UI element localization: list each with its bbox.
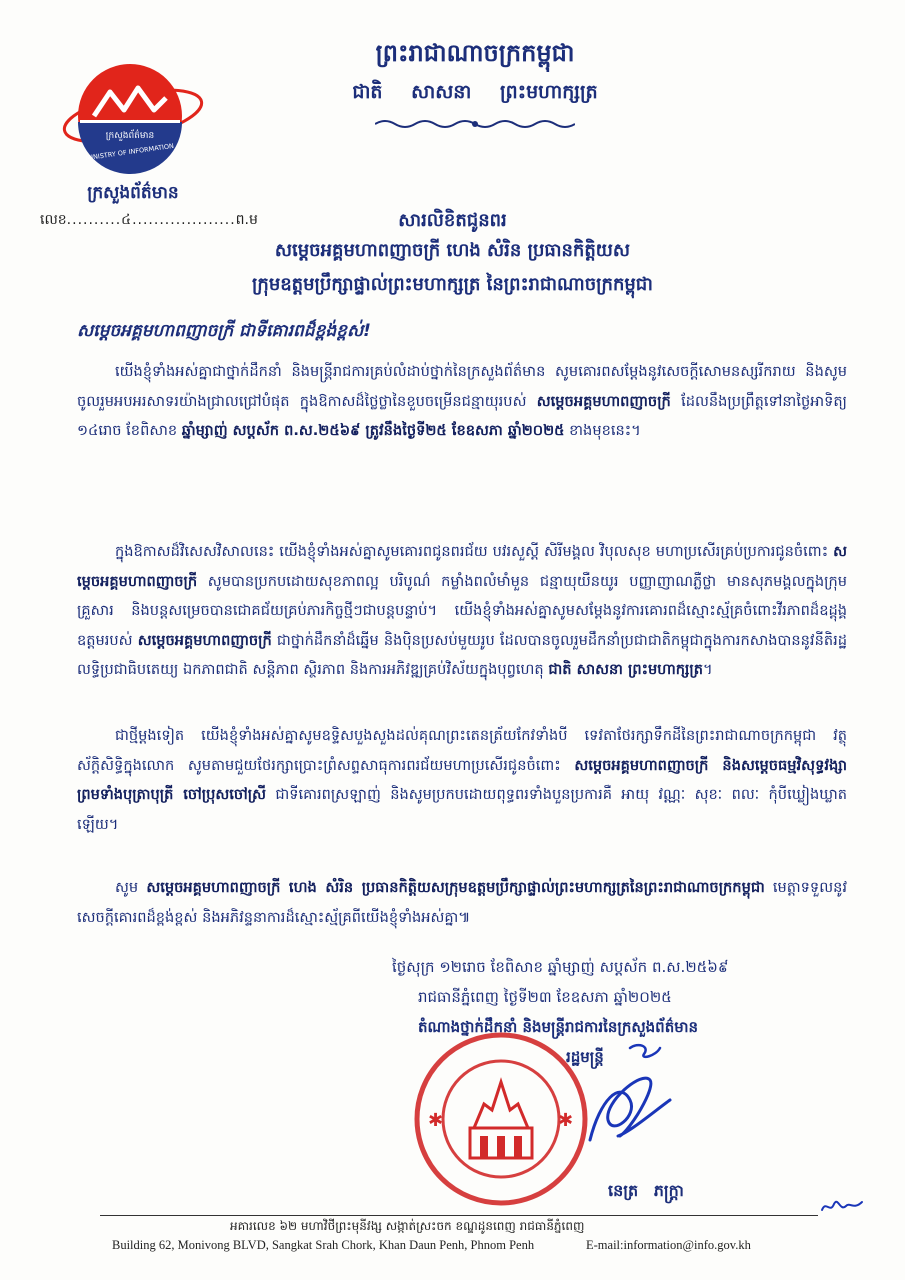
p2-text-c: សូមបានប្រកបដោយសុខភាពល្អ បរិបូណ៌ កម្លាំងពលំមាំមួន ជន្មាយុយឺនយូរ បញ្ញាញាណភ្លឺថ្លា មានសុភមង្គលក្នុងក្រុមគ្រួសារ និងបន្តសម្រេចបានជោគជ័យគ្រប់ភារកិច្ចថ្មីៗជាបន្តបន្ទាប់។ យើងខ្ញុំទាំងអស់គ្នាសូមសម្តែងនូវការគោរពដ៏ស្មោះស្ម័គ្រចំពោះវីរភាពដ៏ឧដ្ដុង្គឧត្តមរបស់ [77, 572, 847, 649]
p4-text-c: មេត្តាទទួលនូវសេចក្តីគោរពដ៏ខ្ពង់ខ្ពស់ និងអភិវន្ទនាការដ៏ស្មោះស្ម័គ្រពីយើងខ្ញុំទាំងអស់គ្នា៕ [77, 879, 847, 926]
p3-text-c: ជាទីគោរពស្រឡាញ់ និងសូមប្រកបដោយពុទ្ធពរទាំងបួនប្រការគឺ អាយុ វណ្ណៈ សុខៈ ពលៈ កុំបីឃ្លៀងឃ្លាតឡើយ។ [77, 786, 848, 833]
ministry-name: ក្រសួងព័ត៌មាន [87, 183, 179, 203]
ornament-divider-icon [375, 118, 575, 130]
p4-recipient: សម្តេចអគ្គមហាពញាចក្រី ហេង សំរិន ប្រធានកិត្តិយសក្រុមឧត្តមប្រឹក្សាផ្ទាល់ព្រះមហាក្សត្រនៃព្រះរាជាណាចក្រកម្ពុជា [146, 879, 765, 896]
ref-suffix: ព.ម [235, 212, 258, 228]
p1-text-c: ដែលនឹងប្រព្រឹត្តទៅនាថ្ងៃអាទិត្យ ១៤រោច ខែពិសាខ [77, 392, 847, 439]
ref-dots: ..........៤................... [66, 212, 236, 228]
initials-mark-icon [818, 1196, 866, 1216]
p3-honorifics: សម្តេចអគ្គមហាពញាចក្រី និងសម្តេចធម្មវិសុទ្ធវង្សា ព្រមទាំងបុត្រាបុត្រី ចៅប្រុសចៅស្រី [77, 756, 847, 803]
ref-prefix: លេខ [40, 212, 67, 228]
salutation: សម្តេចអគ្គមហាពញាចក្រី ជាទីគោរពដ៏ខ្ពង់ខ្ពស់! [77, 321, 371, 341]
p1-honorific: សម្តេចអគ្គមហាពញាចក្រី [536, 392, 671, 410]
solar-date: រាជធានីភ្នំពេញ ថ្ងៃទី២៣ ខែឧសភា ឆ្នាំ២០២៥ [418, 988, 672, 1006]
p2-honorific-1: សម្តេចអគ្គមហាពញាចក្រី [77, 543, 847, 590]
on-behalf-line: តំណាងថ្នាក់ដឹកនាំ និងមន្ត្រីរាជការនៃក្រសួងព័ត៌មាន [418, 1018, 699, 1036]
recipient-line-1: សម្តេចអគ្គមហាពញាចក្រី ហេង សំរិន ប្រធានកិត្តិយស [274, 240, 631, 261]
footer-divider [100, 1215, 818, 1216]
logo-english-text: MINISTRY OF INFORMATION [85, 141, 175, 163]
paragraph-2 [77, 537, 847, 685]
p2-honorific-2: សម្តេចអគ្គមហាពញាចក្រី [137, 631, 272, 649]
signer-position: រដ្ឋមន្ត្រី [566, 1048, 604, 1066]
p2-text-e: ជាថ្នាក់ដឹកនាំដ៏ឆ្នើម និងប៉ិនប្រសប់មួយរូប ដែលបានចូលរួមដឹកនាំប្រជាជាតិកម្ពុជាក្នុងការកសាងបាននូវនីតិរដ្ឋ លទ្ធិប្រជាធិបតេយ្យ ឯកភាពជាតិ សន្តិភាព ស្ថិរភាព និងការអភិវឌ្ឍគ្រប់វិស័យក្នុងបុព្វហេតុ [77, 631, 847, 678]
signer-name: នេត្រ ភក្ត្រា [608, 1181, 684, 1200]
national-motto: ជាតិ សាសនា ព្រះមហាក្សត្រ [352, 81, 598, 103]
footer-address-english: Building 62, Monivong BLVD, Sangkat Srah Chork, Khan Daun Penh, Phnom Penh [112, 1238, 535, 1252]
p4-text-a: សូម [115, 879, 147, 896]
footer-email: E-mail:information@info.gov.kh [586, 1238, 751, 1252]
kingdom-heading: ព្រះរាជាណាចក្រកម្ពុជា [375, 39, 575, 67]
signature-icon [560, 1040, 680, 1160]
paragraph-4 [77, 873, 847, 932]
footer-address-khmer: អគារលេខ ៦២ មហាវិថីព្រះមុនីវង្ស សង្កាត់ស្រះចក ខណ្ឌដូនពេញ រាជធានីភ្នំពេញ [230, 1219, 585, 1233]
p1-text-e: ខាងមុខនេះ។ [564, 422, 641, 439]
recipient-line-2: ក្រុមឧត្តមប្រឹក្សាផ្ទាល់ព្រះមហាក្សត្រ នៃព្រះរាជាណាចក្រកម្ពុជា [252, 274, 653, 295]
paragraph-1 [77, 357, 847, 446]
p2-text-g: ។ [703, 661, 713, 678]
letter-title: សារលិខិតជូនពរ [398, 210, 507, 231]
p3-text-a: ជាថ្មីម្តងទៀត យើងខ្ញុំទាំងអស់គ្នាសូមឧទ្ទិសបួងសួងដល់គុណព្រះតេនត្រ័យកែវទាំងបី ទេវតាថែរក្សាទឹកដីនៃព្រះរាជាណាចក្រកម្ពុជា វត្ថុស័ក្តិសិទ្ធិក្នុងលោក សូមតាមជួយថែរក្សាប្រោះព្រំសព្ទសាធុការពរជ័យមហាប្រសើរជូនចំពោះ [77, 727, 847, 774]
svg-text:✱: ✱ [428, 1110, 444, 1131]
p1-date: ឆ្នាំម្សាញ់ សប្តស័ក ព.ស.២៥៦៩ ត្រូវនឹងថ្ងៃទី២៥ ខែឧសភា ឆ្នាំ២០២៥ [181, 422, 565, 439]
lunar-date: ថ្ងៃសុក្រ ១២រោច ខែពិសាខ ឆ្នាំម្សាញ់ សប្តស័ក ព.ស.២៥៦៩ [392, 958, 729, 976]
paragraph-3 [77, 721, 847, 839]
svg-text:✱: ✱ [558, 1110, 574, 1131]
p1-text-a: យើងខ្ញុំទាំងអស់គ្នាជាថ្នាក់ដឹកនាំ និងមន្ត្រីរាជការគ្រប់លំដាប់ថ្នាក់នៃក្រសួងព័ត៌មាន សូមគោរពសម្តែងនូវសេចក្តីសោមនស្សរីករាយ និងសូមចូលរួមអបអរសាទរយ៉ាងជ្រាលជ្រៅបំផុត ក្នុងឱកាសដ៏ថ្លៃថ្លានៃខួបចម្រើនជន្មាយុរបស់ [77, 363, 847, 410]
p2-motto: ជាតិ សាសនា ព្រះមហាក្សត្រ [548, 661, 704, 678]
logo-khmer-text: ក្រសួងព័ត៌មាន [105, 131, 155, 141]
p2-text-a: ក្នុងឱកាសដ៏វិសេសវិសាលនេះ យើងខ្ញុំទាំងអស់គ្នាសូមគោរពជូនពរជ័យ បវរសួស្តី សិរីមង្គល វិបុលសុខ មហាប្រសើរគ្រប់ប្រការជូនចំពោះ [115, 543, 834, 560]
ministry-logo [58, 58, 208, 180]
